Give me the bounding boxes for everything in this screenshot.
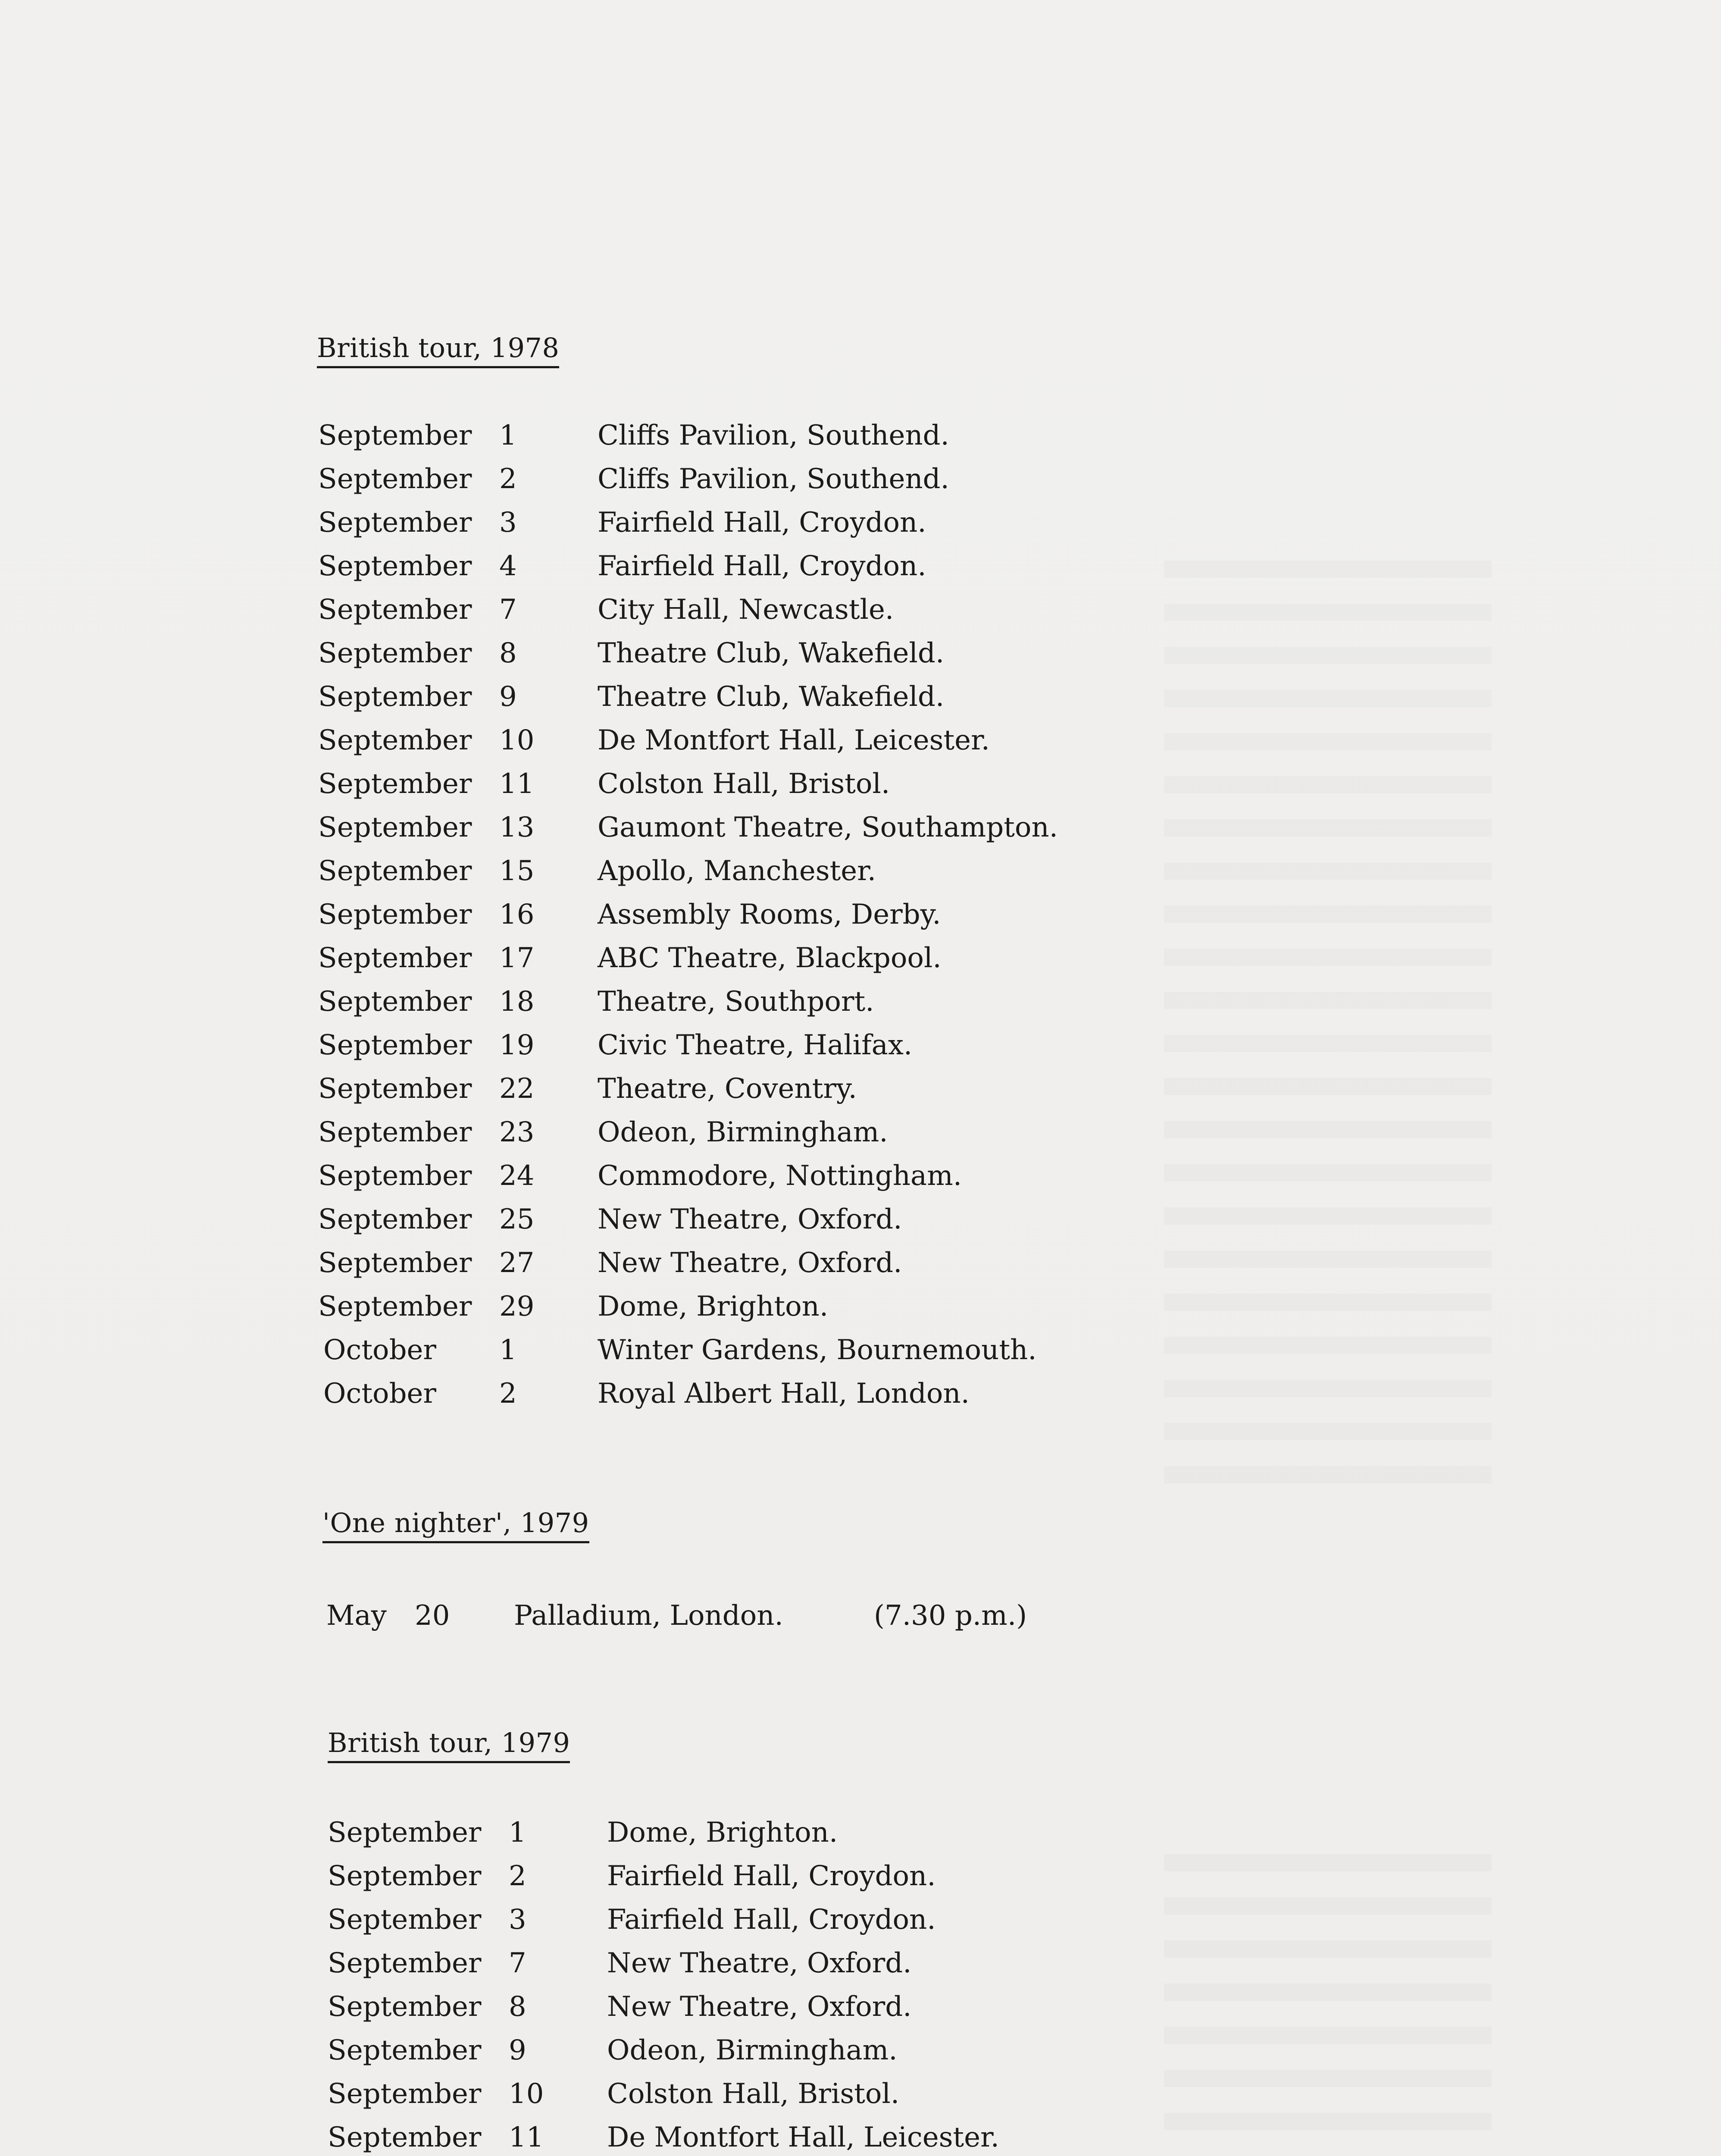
venue: Theatre Club, Wakefield. <box>598 637 945 669</box>
venue: City Hall, Newcastle. <box>598 594 894 626</box>
date-month: September <box>318 855 472 887</box>
date-month: September <box>328 1991 482 2023</box>
list-item <box>318 1241 1180 1285</box>
date-month: September <box>318 594 472 626</box>
date-day: 1 <box>499 1334 517 1366</box>
venue: Cliffs Pavilion, Southend. <box>598 420 949 451</box>
date-month: September <box>318 1203 472 1235</box>
venue: Apollo, Manchester. <box>598 855 876 887</box>
one-nighter-month: May <box>326 1600 387 1632</box>
list-item <box>318 1372 1180 1416</box>
list-item <box>318 937 1180 980</box>
venue: Theatre Club, Wakefield. <box>598 681 945 713</box>
date-day: 10 <box>509 2078 544 2110</box>
date-day: 2 <box>509 1860 526 1892</box>
section-title-1979: British tour, 1979 <box>328 1727 570 1763</box>
date-day: 16 <box>499 899 535 931</box>
date-month: September <box>318 899 472 931</box>
date-day: 11 <box>499 768 535 800</box>
tour-1979-list <box>328 1811 1190 2156</box>
list-item <box>318 545 1180 588</box>
venue: Dome, Brighton. <box>598 1291 829 1322</box>
date-day: 9 <box>499 681 517 713</box>
date-day: 7 <box>509 1947 526 1979</box>
list-item <box>318 588 1180 632</box>
venue: New Theatre, Oxford. <box>607 1947 912 1979</box>
date-month: September <box>318 420 472 451</box>
list-item <box>328 1811 1190 1855</box>
venue: New Theatre, Oxford. <box>607 1991 912 2023</box>
list-item <box>318 849 1180 893</box>
list-item <box>318 1067 1180 1111</box>
venue: Theatre, Southport. <box>598 986 874 1018</box>
date-month: September <box>318 768 472 800</box>
date-month: October <box>323 1334 436 1366</box>
date-month: September <box>328 1947 482 1979</box>
date-day: 7 <box>499 594 517 626</box>
date-month: October <box>323 1378 436 1410</box>
section-title-one-nighter: 'One nighter', 1979 <box>322 1507 589 1543</box>
one-nighter-day: 20 <box>415 1600 450 1632</box>
date-day: 18 <box>499 986 535 1018</box>
date-day: 15 <box>499 855 535 887</box>
venue: Royal Albert Hall, London. <box>598 1378 970 1410</box>
date-day: 8 <box>509 1991 526 2023</box>
date-day: 2 <box>499 1378 517 1410</box>
list-item <box>318 762 1180 806</box>
date-day: 8 <box>499 637 517 669</box>
date-month: September <box>318 1116 472 1148</box>
venue: Fairfield Hall, Croydon. <box>598 550 926 582</box>
date-day: 11 <box>509 2122 544 2153</box>
one-nighter-venue: Palladium, London. <box>514 1600 783 1632</box>
date-month: September <box>318 637 472 669</box>
venue: De Montfort Hall, Leicester. <box>598 724 990 756</box>
date-day: 27 <box>499 1247 535 1279</box>
venue: Gaumont Theatre, Southampton. <box>598 812 1058 843</box>
venue: Assembly Rooms, Derby. <box>598 899 941 931</box>
list-item <box>328 2029 1190 2072</box>
venue: Odeon, Birmingham. <box>598 1116 888 1148</box>
venue: New Theatre, Oxford. <box>598 1203 902 1235</box>
list-item <box>318 719 1180 762</box>
list-item <box>318 1329 1180 1372</box>
date-month: September <box>318 724 472 756</box>
list-item <box>318 1154 1180 1198</box>
date-month: September <box>328 1904 482 1936</box>
date-month: September <box>318 1291 472 1322</box>
date-month: September <box>318 986 472 1018</box>
date-day: 4 <box>499 550 517 582</box>
date-day: 22 <box>499 1073 535 1105</box>
bleed-through-shadow <box>1164 1854 1492 2156</box>
date-day: 24 <box>499 1160 535 1192</box>
date-day: 10 <box>499 724 535 756</box>
list-item <box>318 414 1180 458</box>
date-month: September <box>328 2034 482 2066</box>
date-month: September <box>318 550 472 582</box>
list-item <box>328 2116 1190 2156</box>
date-day: 2 <box>499 463 517 495</box>
one-nighter-time: (7.30 p.m.) <box>874 1600 1027 1632</box>
date-month: September <box>318 1029 472 1061</box>
bleed-through-shadow <box>1164 561 1492 1509</box>
tour-1978-list <box>318 414 1180 1416</box>
list-item <box>318 1198 1180 1241</box>
one-nighter-row <box>326 1600 1189 1643</box>
date-month: September <box>318 1160 472 1192</box>
date-month: September <box>328 1860 482 1892</box>
list-item <box>318 675 1180 719</box>
date-month: September <box>318 1247 472 1279</box>
list-item <box>318 458 1180 501</box>
date-day: 23 <box>499 1116 535 1148</box>
date-day: 29 <box>499 1291 535 1322</box>
date-month: September <box>328 2078 482 2110</box>
date-day: 9 <box>509 2034 526 2066</box>
date-month: September <box>318 812 472 843</box>
list-item <box>318 1024 1180 1067</box>
date-day: 1 <box>499 420 517 451</box>
list-item <box>328 1898 1190 1942</box>
venue: Cliffs Pavilion, Southend. <box>598 463 949 495</box>
list-item <box>318 980 1180 1024</box>
date-day: 25 <box>499 1203 535 1235</box>
list-item <box>318 501 1180 545</box>
list-item <box>328 1855 1190 1898</box>
list-item <box>318 893 1180 937</box>
date-month: September <box>318 681 472 713</box>
date-month: September <box>318 463 472 495</box>
list-item <box>328 1985 1190 2029</box>
venue: Commodore, Nottingham. <box>598 1160 962 1192</box>
venue: Fairfield Hall, Croydon. <box>607 1860 936 1892</box>
venue: ABC Theatre, Blackpool. <box>598 942 942 974</box>
venue: Odeon, Birmingham. <box>607 2034 898 2066</box>
venue: Colston Hall, Bristol. <box>598 768 890 800</box>
date-day: 17 <box>499 942 535 974</box>
venue: Fairfield Hall, Croydon. <box>598 507 926 539</box>
list-item <box>328 1942 1190 1985</box>
venue: New Theatre, Oxford. <box>598 1247 902 1279</box>
date-day: 13 <box>499 812 535 843</box>
venue: Dome, Brighton. <box>607 1817 838 1849</box>
date-month: September <box>318 1073 472 1105</box>
date-day: 3 <box>499 507 517 539</box>
date-month: September <box>328 1817 482 1849</box>
venue: Winter Gardens, Bournemouth. <box>598 1334 1037 1366</box>
venue: Theatre, Coventry. <box>598 1073 857 1105</box>
date-day: 1 <box>509 1817 526 1849</box>
list-item <box>318 632 1180 675</box>
list-item <box>318 1285 1180 1329</box>
venue: Colston Hall, Bristol. <box>607 2078 900 2110</box>
venue: De Montfort Hall, Leicester. <box>607 2122 999 2153</box>
venue: Fairfield Hall, Croydon. <box>607 1904 936 1936</box>
date-month: September <box>318 942 472 974</box>
list-item <box>318 806 1180 849</box>
date-month: September <box>328 2122 482 2153</box>
section-title-1978: British tour, 1978 <box>317 332 559 368</box>
date-day: 19 <box>499 1029 535 1061</box>
date-month: September <box>318 507 472 539</box>
list-item <box>318 1111 1180 1154</box>
date-day: 3 <box>509 1904 526 1936</box>
list-item <box>328 2072 1190 2116</box>
venue: Civic Theatre, Halifax. <box>598 1029 913 1061</box>
